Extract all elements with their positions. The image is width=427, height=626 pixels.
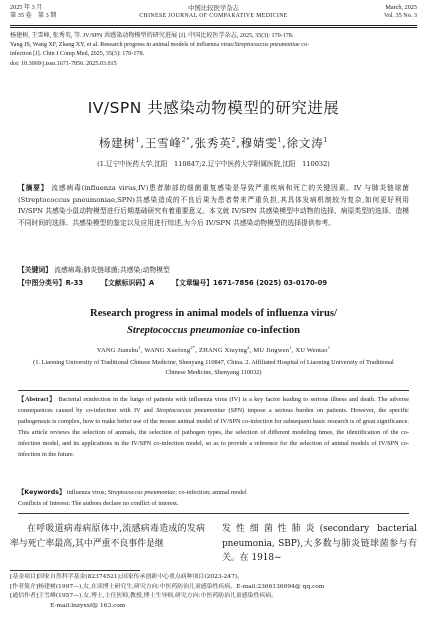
authors-en: YANG Jianshu$^1$, WANG Xuefeng$^{2*}$, ZHANG Xiuying$^2$, MU Jingwen$^1$, XU Wentao$^1$ [96, 345, 331, 355]
footnote-funding: [基金项目]国家自然科学基金(82374521);国家传承创新中心重点病种项目(2023-247)。 [10, 574, 244, 580]
footnote-rule [10, 570, 140, 571]
footnote-corresponding: [通信作者]王雪峰(1957—),女,博士,主任医师,教授,博士生导师,研究方向:中医药防治儿童感染性疾病。 [10, 593, 278, 599]
citation-doi: doi: 10.3969/j.issn.1671-7856. 2025.03.015 [10, 60, 117, 67]
abstract-rule-top [18, 390, 409, 391]
footnotes [10, 573, 417, 611]
keywords-en: 【Keywords】 influenza virus; Streptococcus pneumoniae; co-infection; animal model [18, 489, 247, 496]
keywords-cn: 【关键词】 流感病毒;肺炎链球菌;共感染;动物模型 [18, 266, 170, 274]
article-number: 【文章编号】1671-7856 (2025) 03-0170-09 [172, 279, 328, 287]
citation-en-cont: infection [J]. Chin J Comp Med, 2025, 35(3): 170-178. [10, 51, 145, 58]
abstract-cn [18, 183, 409, 230]
footnote-email: E-mail:lnzyxxf@ 163.com [50, 602, 126, 609]
header-date-en: March, 2025 [385, 4, 417, 11]
clc-number: 【中图分类号】R-33 [18, 279, 84, 287]
abstract-en-label: 【Abstract】 [18, 396, 57, 403]
abstract-rule-bottom [18, 513, 409, 514]
document-code: 【文献标识码】A [101, 279, 155, 287]
header-center [10, 4, 417, 20]
conflicts-of-interest: Conflicts of Interest: The authors declare no conflict of interest. [18, 500, 179, 507]
affiliation-en: (1. Liaoning University of Traditional Chinese Medicine, Shenyang 110847, China. 2. Affiliated Hospital of Liaoning University of Traditional Chinese Medicine, Shenyang 110032) [33, 359, 394, 377]
article-title-cn: IV/SPN 共感染动物模型的研究进展 [87, 99, 340, 117]
header-volume-cn: 第 35 卷 第 3 期 [10, 12, 57, 19]
abstract-cn-label: 【摘要】 [18, 184, 49, 192]
header-right [384, 4, 417, 20]
journal-name-cn: 中国比较医学杂志 [187, 4, 240, 12]
abstract-en: 【Abstract】 Bacterial reinfection in the lungs of patients with influenza virus (IV) is a key factor leading to serious illness and death. The adverse consequences caused by co-infection with IV and Streptococcus pneumoniae (SPN) impose a serious burden on patients. However, the specific pathogenesis is complex, how to make better use of the mouse animal model of IV/SPN co-infection for subsequent basic research is of great significance. This article reviews the selection of animals, the selection of pathogen types, the selection of different modeling times, the identification of the co-infection model, and its applications in the IV/SPN co-infection model, so as to provide a reference for the selection of animal models of IV/SPN co-infection in the future. [18, 396, 409, 458]
body-column-right: 发性细菌性肺炎(secondary bacterial pneumonia, SBP),大多数与肺炎链球菌参与有关。在 1918~ [222, 524, 417, 563]
header-rule [10, 25, 417, 28]
authors-cn: 杨建树$^1$,王雪峰$^{2*}$,张秀英$^2$,穆婧雯$^1$,徐文涛$^1$ [98, 136, 329, 150]
header-volume-en: Vol. 35 No. 3 [383, 12, 417, 19]
header-date-cn: 2025 年 3 月 [10, 4, 43, 11]
citation-cn: 杨建树, 王雪峰, 张秀英, 等. IV/SPN 共感染动物模型的研究进展 [J]. 中国比较医学杂志, 2025, 35(3): 170-178. [10, 33, 294, 39]
body-column-left: 在呼吸道病毒病原体中,流感病毒造成的发病率与死亡率最高,其中严重不良事件是继 [10, 524, 205, 549]
article-title-en: Research progress in animal models of influenza virus/ Streptococcus pneumoniae co-infection [90, 308, 337, 336]
citation-block [10, 32, 417, 69]
footnote-author: [作者简介]杨建树(1997—),女,在读博士研究生,研究方向:中医药防治儿童感染性疾病。E-mail:2366136094@ qq.com [10, 583, 325, 590]
citation-en: Yang JS, Wang XF, Zhang XY, et al. Research progress in animal models of influenza virus/Streptococcus pneumoniae co- [10, 42, 310, 49]
classification-cn [18, 277, 409, 287]
abstract-cn-text: 流感病毒(influenza virus,IV)患者肺部的细菌重复感染是导致严重疾病和死亡的关键因素。IV 与肺炎链球菌(Streptococcus pneumoniae,SPN)共感染造成的不良后果为患者带来严重负担,其具体发病机制较为复杂,如何更好利用 IV/SPN 共感染小鼠动物模型进行后期基础研究有着重要意义。本文就 IV/SPN 共感染模型中动物的选择、病原类型的选择、造模不同时间的选择、共感染模型的鉴定以及应用进行综述,为今后 IV/SPN 共感染动物模型的选择提供参考。 [18, 184, 409, 228]
affiliation-cn: (1.辽宁中医药大学,沈阳 110847;2.辽宁中医药大学附属医院,沈阳 110032) [97, 160, 330, 168]
running-header [10, 4, 417, 26]
journal-name-en: CHINESE JOURNAL OF COMPARATIVE MEDICINE [139, 13, 288, 19]
